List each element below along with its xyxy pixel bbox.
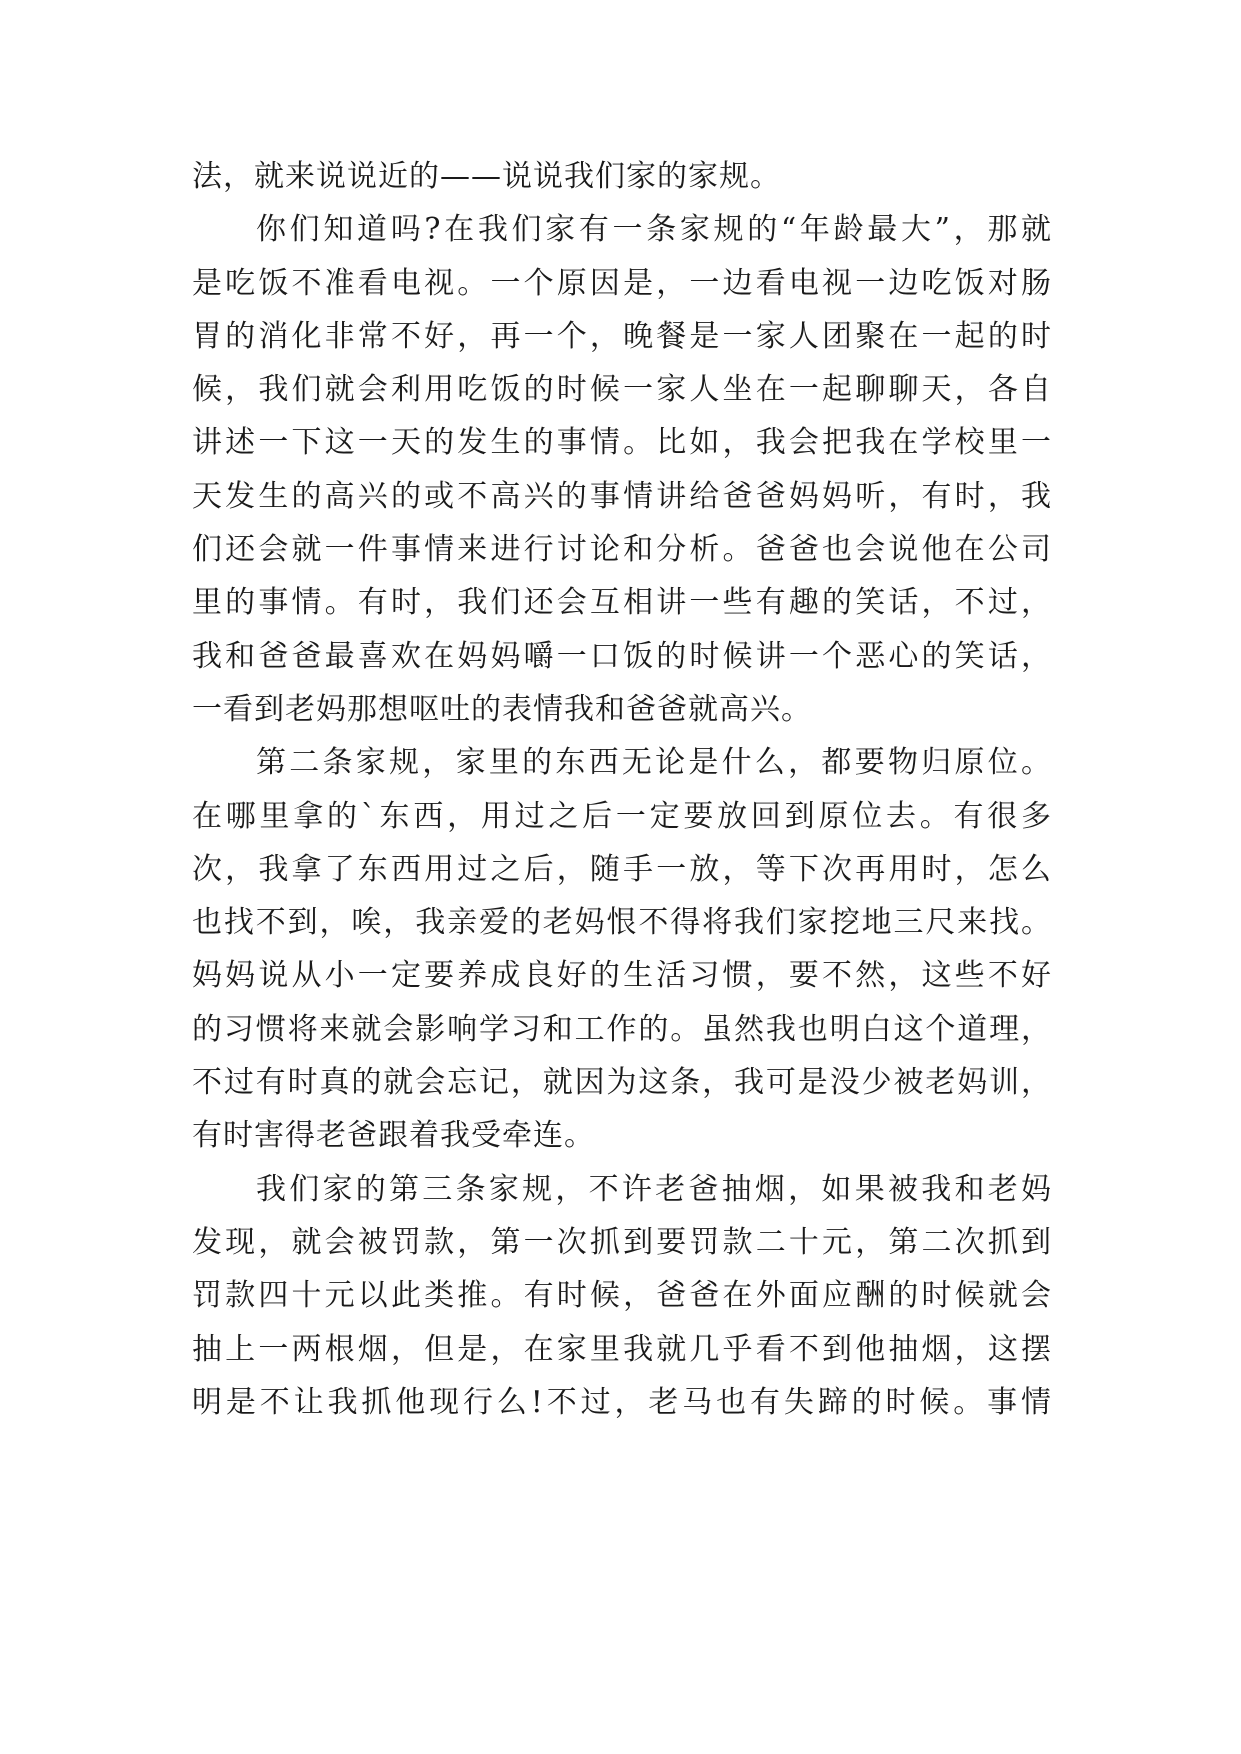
- paragraph-3-line-1: 第二条家规，家里的东西无论是什么，都要物归原位。: [256, 745, 1052, 781]
- paragraph-3-line-7: 不过有时真的就会忘记，就因为这条，我可是没少被老妈训，: [192, 1065, 1052, 1101]
- paragraph-3-line-4: 也找不到，唉，我亲爱的老妈恨不得将我们家挖地三尺来找。: [192, 905, 1052, 941]
- paragraph-2-line-10: 一看到老妈那想呕吐的表情我和爸爸就高兴。: [192, 691, 812, 727]
- paragraph-2-line-2: 是吃饭不准看电视。一个原因是，一边看电视一边吃饭对肠: [192, 265, 1052, 301]
- paragraph-2-line-5: 讲述一下这一天的发生的事情。比如，我会把我在学校里一: [192, 425, 1052, 461]
- paragraph-3-line-2: 在哪里拿的`东西，用过之后一定要放回到原位去。有很多: [192, 798, 1052, 834]
- paragraph-2-line-1: 你们知道吗?在我们家有一条家规的“年龄最大”，那就: [256, 212, 1052, 248]
- paragraph-4-line-5: 明是不让我抓他现行么!不过，老马也有失蹄的时候。事情: [192, 1384, 1052, 1420]
- paragraph-1-line-1: 法，就来说说近的——说说我们家的家规。: [192, 159, 781, 194]
- paragraph-2-line-3: 胃的消化非常不好，再一个，晚餐是一家人团聚在一起的时: [192, 318, 1052, 354]
- paragraph-3-line-5: 妈妈说从小一定要养成良好的生活习惯，要不然，这些不好: [192, 958, 1052, 994]
- paragraph-2-line-8: 里的事情。有时，我们还会互相讲一些有趣的笑话，不过，: [192, 585, 1052, 621]
- paragraph-4-line-3: 罚款四十元以此类推。有时候，爸爸在外面应酬的时候就会: [192, 1278, 1052, 1314]
- paragraph-4-line-2: 发现，就会被罚款，第一次抓到要罚款二十元，第二次抓到: [192, 1224, 1052, 1260]
- document-body: [192, 150, 1052, 1429]
- paragraph-4-line-4: 抽上一两根烟，但是，在家里我就几乎看不到他抽烟，这摆: [192, 1331, 1052, 1367]
- paragraph-4-line-1: 我们家的第三条家规，不许老爸抽烟，如果被我和老妈: [256, 1171, 1052, 1207]
- paragraph-2-line-7: 们还会就一件事情来进行讨论和分析。爸爸也会说他在公司: [192, 532, 1052, 568]
- paragraph-2-line-6: 天发生的高兴的或不高兴的事情讲给爸爸妈妈听，有时，我: [192, 478, 1052, 514]
- paragraph-3-line-3: 次，我拿了东西用过之后，随手一放，等下次再用时，怎么: [192, 851, 1052, 887]
- paragraph-2-line-9: 我和爸爸最喜欢在妈妈嚼一口饭的时候讲一个恶心的笑话，: [192, 638, 1052, 674]
- paragraph-3-line-8: 有时害得老爸跟着我受牵连。: [192, 1118, 595, 1154]
- paragraph-2-line-4: 候，我们就会利用吃饭的时候一家人坐在一起聊聊天，各自: [192, 372, 1052, 408]
- paragraph-3-line-6: 的习惯将来就会影响学习和工作的。虽然我也明白这个道理，: [192, 1011, 1052, 1047]
